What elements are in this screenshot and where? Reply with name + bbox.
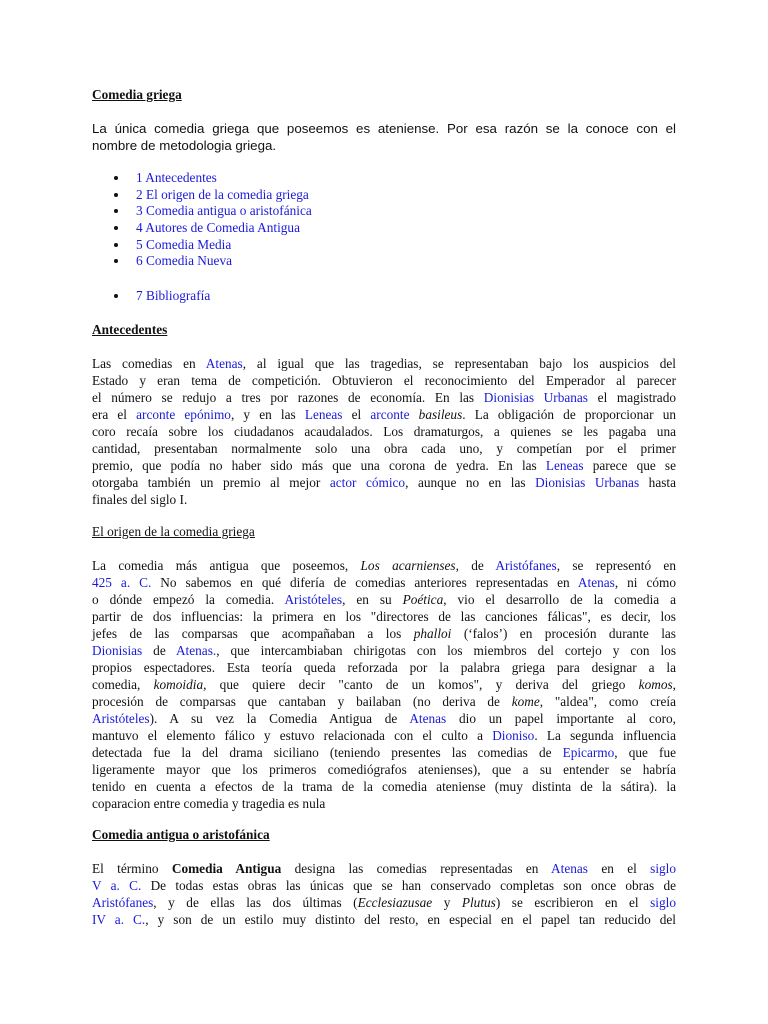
- bullet-icon: [114, 209, 118, 213]
- text-line: Estado y eran tema de competición. Obtuvieron el reconocimiento del Emperador al parecer: [92, 373, 676, 388]
- link-siglo[interactable]: siglo: [650, 861, 677, 876]
- text-line: detectada fue la del drama siciliano (teniendo presentes las comedias de Epicarmo, que fue: [92, 745, 676, 760]
- toc-link[interactable]: 1 Antecedentes: [136, 170, 217, 185]
- link-dioniso[interactable]: Dioniso: [492, 728, 535, 743]
- text-line: procesión de comparsas que cantaban y bailaban (no deriva de kome, "aldea", como creía: [92, 694, 676, 709]
- text-line: IV a. C., y son de un estilo muy distinto del resto, en especial en el papel tan reducido del: [92, 912, 677, 927]
- toc-item-antecedentes[interactable]: [92, 169, 312, 186]
- text-line: comedia, komoidia, que quiere decir "canto de un komos", y deriva del griego komos,: [92, 677, 676, 692]
- text-line: Aristófanes, y de ellas las dos últimas (Ecclesiazusae y Plutus) se escribieron en el siglo: [92, 895, 676, 910]
- link-siglo[interactable]: siglo: [650, 895, 676, 910]
- bullet-icon: [114, 259, 118, 263]
- toc-item-comedia-nueva[interactable]: [92, 252, 312, 269]
- bullet-icon: [114, 226, 118, 230]
- text-line: mantuvo el elemento fálico y estuvo relacionada con el culto a Dioniso. La segunda influencia: [92, 728, 676, 743]
- text-line: era el arconte epónimo, y en las Leneas el arconte basileus. La obligación de proporcionar un: [92, 407, 677, 422]
- link-epicarmo[interactable]: Epicarmo: [562, 745, 615, 760]
- text-line: Las comedias en Atenas, al igual que las tragedias, se representaban bajo los auspicios del: [92, 356, 676, 371]
- link-dionisias-urbanas[interactable]: Dionisias Urbanas: [535, 475, 640, 490]
- toc-item-comedia-media[interactable]: [92, 236, 312, 253]
- link-leneas[interactable]: Leneas: [545, 458, 584, 473]
- bullet-icon: [114, 243, 118, 247]
- link-leneas[interactable]: Leneas: [304, 407, 343, 422]
- toc-item-autores[interactable]: [92, 219, 312, 236]
- link-arconte-eponimo[interactable]: arconte epónimo: [136, 407, 231, 422]
- text-line: coro recaía sobre los ciudadanos acaudalados. Los dramaturgos, a quienes se les pagaba una: [92, 424, 676, 439]
- link-iv-ac[interactable]: IV a. C.: [92, 912, 146, 927]
- text-line: partir de dos influencias: la primera en los "directores de las canciones fálicas", es decir, los: [92, 609, 676, 624]
- link-425-ac[interactable]: 425 a. C.: [92, 575, 152, 590]
- paragraph-origen: [92, 557, 676, 812]
- link-atenas[interactable]: Atenas: [577, 575, 615, 590]
- link-dionisias-urbanas[interactable]: Dionisias Urbanas: [483, 390, 588, 405]
- toc-link[interactable]: 7 Bibliografía: [136, 288, 211, 303]
- link-arconte[interactable]: arconte: [370, 407, 419, 422]
- section-heading-comedia-antigua: Comedia antigua o aristofánica: [92, 827, 270, 842]
- table-of-contents-extra: [92, 287, 210, 304]
- table-of-contents: [92, 169, 312, 269]
- text-line: Dionisias de Atenas., que intercambiaban chirigotas con los miembros del cortejo y con los: [92, 643, 676, 658]
- text-line: 425 a. C. No sabemos en qué difería de comedias anteriores representadas en Atenas, ni cómo: [92, 575, 677, 590]
- link-atenas[interactable]: Atenas: [205, 356, 243, 371]
- text-line: o dónde empezó la comedia. Aristóteles, en su Poética, vio el desarrollo de la comedia a: [92, 592, 677, 607]
- link-aristoteles[interactable]: Aristóteles: [92, 711, 150, 726]
- link-atenas[interactable]: Atenas: [551, 861, 588, 876]
- text-line: otorgaba también un premio al mejor actor cómico, aunque no en las Dionisias Urbanas hasta: [92, 475, 676, 490]
- text-line: propios espectadores. Esta teoría queda reforzada por la palabra griega para designar a la: [92, 660, 676, 675]
- link-aristoteles[interactable]: Aristóteles: [284, 592, 343, 607]
- intro-paragraph: [92, 121, 676, 154]
- text-line: jefes de las comparsas que acompañaban a los phalloi (‘falos’) en procesión durante las: [92, 626, 676, 641]
- link-v-ac[interactable]: V a. C.: [92, 878, 142, 893]
- text-line: coparacion entre comedia y tragedia es nula: [92, 796, 326, 811]
- text-line: Aristóteles). A su vez la Comedia Antigua de Atenas dio un papel importante al coro,: [92, 711, 676, 726]
- section-heading-antecedentes: Antecedentes: [92, 322, 168, 337]
- intro-line: La única comedia griega que poseemos es ateniense. Por esa razón se la conoce con el: [92, 121, 676, 136]
- paragraph-antecedentes: [92, 355, 676, 508]
- text-line: el número se redujo a tres por razones de economía. En las Dionisias Urbanas el magistrado: [92, 390, 677, 405]
- link-aristofanes[interactable]: Aristófanes: [92, 895, 154, 910]
- link-atenas[interactable]: Atenas: [409, 711, 447, 726]
- intro-line: nombre de metodologia griega.: [92, 137, 277, 153]
- link-actor-comico[interactable]: actor cómico: [329, 475, 406, 490]
- page-title: Comedia griega: [92, 87, 182, 102]
- bullet-icon: [114, 193, 118, 197]
- toc-link[interactable]: 2 El origen de la comedia griega: [136, 186, 309, 202]
- bullet-icon: [114, 176, 118, 180]
- text-line: V a. C. De todas estas obras las únicas que se han conservado completas son once obras de: [92, 878, 676, 893]
- text-line: finales del siglo I.: [92, 492, 188, 507]
- text-line: premio, que podía no haber sido más que una corona de yedra. En las Leneas parece que se: [92, 458, 677, 473]
- text-line: tenido en cuenta a efectos de la trama de la comedia ateniense (muy distinta de la sátira). la: [92, 779, 676, 794]
- bullet-icon: [114, 294, 118, 298]
- text-line: cantidad, presentaban normalmente solo una obra cada uno, y competían por el primer: [92, 441, 676, 456]
- toc-link[interactable]: 6 Comedia Nueva: [136, 253, 233, 269]
- toc-link[interactable]: 5 Comedia Media: [136, 236, 232, 252]
- toc-item-bibliografia[interactable]: [92, 287, 210, 304]
- text-line: La comedia más antigua que poseemos, Los acarnienses, de Aristófanes, se representó en: [92, 558, 676, 573]
- toc-item-comedia-antigua[interactable]: [92, 202, 312, 219]
- toc-link[interactable]: 3 Comedia antigua o aristofánica: [136, 203, 312, 219]
- text-line: ligeramente mayor que los primeros comediógrafos atenienses), que a su entender se habría: [92, 762, 676, 777]
- link-atenas[interactable]: Atenas.: [175, 643, 217, 658]
- section-heading-origen: El origen de la comedia griega: [92, 524, 255, 539]
- paragraph-comedia-antigua: [92, 860, 676, 928]
- toc-link[interactable]: 4 Autores de Comedia Antigua: [136, 220, 300, 236]
- toc-item-origen[interactable]: [92, 186, 312, 203]
- link-dionisias[interactable]: Dionisias: [92, 643, 143, 658]
- text-line: El término Comedia Antigua designa las comedias representadas en Atenas en el siglo: [92, 861, 677, 876]
- link-aristofanes[interactable]: Aristófanes: [495, 558, 557, 573]
